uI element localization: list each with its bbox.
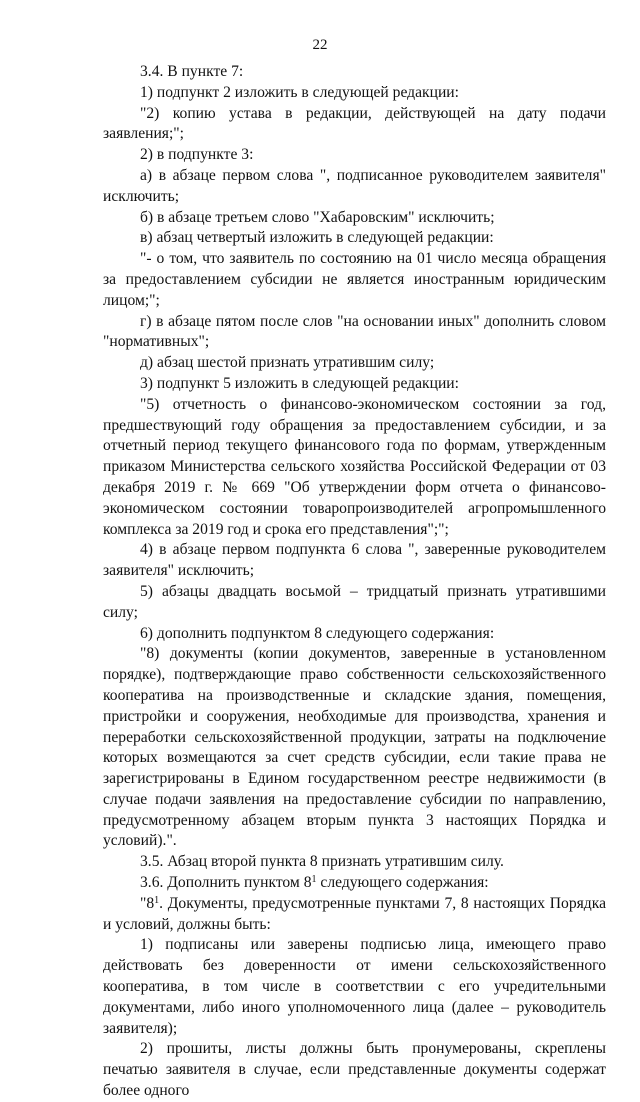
paragraph-text: "8 xyxy=(140,894,155,912)
paragraph: 5) абзацы двадцать восьмой – тридцатый признать утратившими силу; xyxy=(103,582,606,621)
paragraph: 4) в абзаце первом подпункта 6 слова ", заверенные руководителем заявителя" исключить; xyxy=(103,541,606,580)
paragraph-text: . Документы, предусмотренные пунктами 7, 8 настоящих Порядка и условий, должны быть: xyxy=(103,894,606,933)
paragraph: 2) в подпункте 3: xyxy=(140,146,254,164)
superscript: 1 xyxy=(154,894,160,906)
paragraph: "2) копию устава в редакции, действующей на дату подачи заявления;"; xyxy=(103,104,606,143)
paragraph: 6) дополнить подпунктом 8 следующего содержания: xyxy=(140,624,495,642)
paragraph: 2) прошиты, листы должны быть пронумерованы, скреплены печатью заявителя в случае, если представленные документы содержат более одного xyxy=(103,1040,606,1100)
paragraph: в) абзац четвертый изложить в следующей редакции: xyxy=(140,229,494,247)
document-body xyxy=(103,62,606,1102)
paragraph-with-superscript xyxy=(103,894,606,936)
page-number: 22 xyxy=(312,37,328,53)
paragraph: г) в абзаце пятом после слов "на основании иных" дополнить словом "нормативных"; xyxy=(103,312,606,351)
paragraph: 1) подпункт 2 изложить в следующей редакции: xyxy=(140,83,459,101)
paragraph: "- о том, что заявитель по состоянию на 01 число месяца обращения за предоставлением субсидии не является иностранным юридическим лицом;"; xyxy=(103,250,606,309)
paragraph: б) в абзаце третьем слово "Хабаровским" исключить; xyxy=(140,208,495,226)
paragraph: 3) подпункт 5 изложить в следующей редакции: xyxy=(140,374,459,392)
paragraph-with-superscript xyxy=(103,873,606,894)
paragraph: 1) подписаны или заверены подписью лица, имеющего право действовать без доверенности от имени сельскохозяйственного кооператива, в том числе в соответствии с его учредительными документами, либо иного уполномоченного лица (далее – руководитель заявителя); xyxy=(103,936,606,1037)
paragraph-text: следующего содержания: xyxy=(316,874,489,892)
paragraph: а) в абзаце первом слова ", подписанное руководителем заявителя" исключить; xyxy=(103,166,606,205)
paragraph: "8) документы (копии документов, заверенные в установленном порядке), подтверждающие право собственности сельскохозяйственного кооператива на производственные и складские здания, помещения, пристройки и сооружения, необходимые для производства, хранения и переработки сельскохозяйственной продукции, затраты на подключение которых возмещаются за счет средств субсидии, если такие права не зарегистрированы в Едином государственном реестре недвижимости (в случае подачи заявления на предоставление субсидии по направлению, предусмотренному абзацем вторым пункта 3 настоящих Порядка и условий).". xyxy=(103,645,606,850)
paragraph: "5) отчетность о финансово-экономическом состоянии за год, предшествующий году обращения за предоставлением субсидии, и за отчетный период текущего финансового года по формам, утвержденным приказом Министерства сельского хозяйства Российской Федерации от 03 декабря 2019 г. № 669 "Об утверждении форм отчета о финансово-экономическом состоянии товаропроизводителей агропромышленного комплекса за 2019 год и срока его представления";"; xyxy=(103,395,606,538)
paragraph: д) абзац шестой признать утратившим силу; xyxy=(140,354,435,372)
paragraph: 3.5. Абзац второй пункта 8 признать утратившим силу. xyxy=(140,853,504,871)
superscript: 1 xyxy=(311,874,317,886)
paragraph-text: 3.6. Дополнить пунктом 8 xyxy=(140,874,312,892)
paragraph: 3.4. В пункте 7: xyxy=(140,63,244,80)
